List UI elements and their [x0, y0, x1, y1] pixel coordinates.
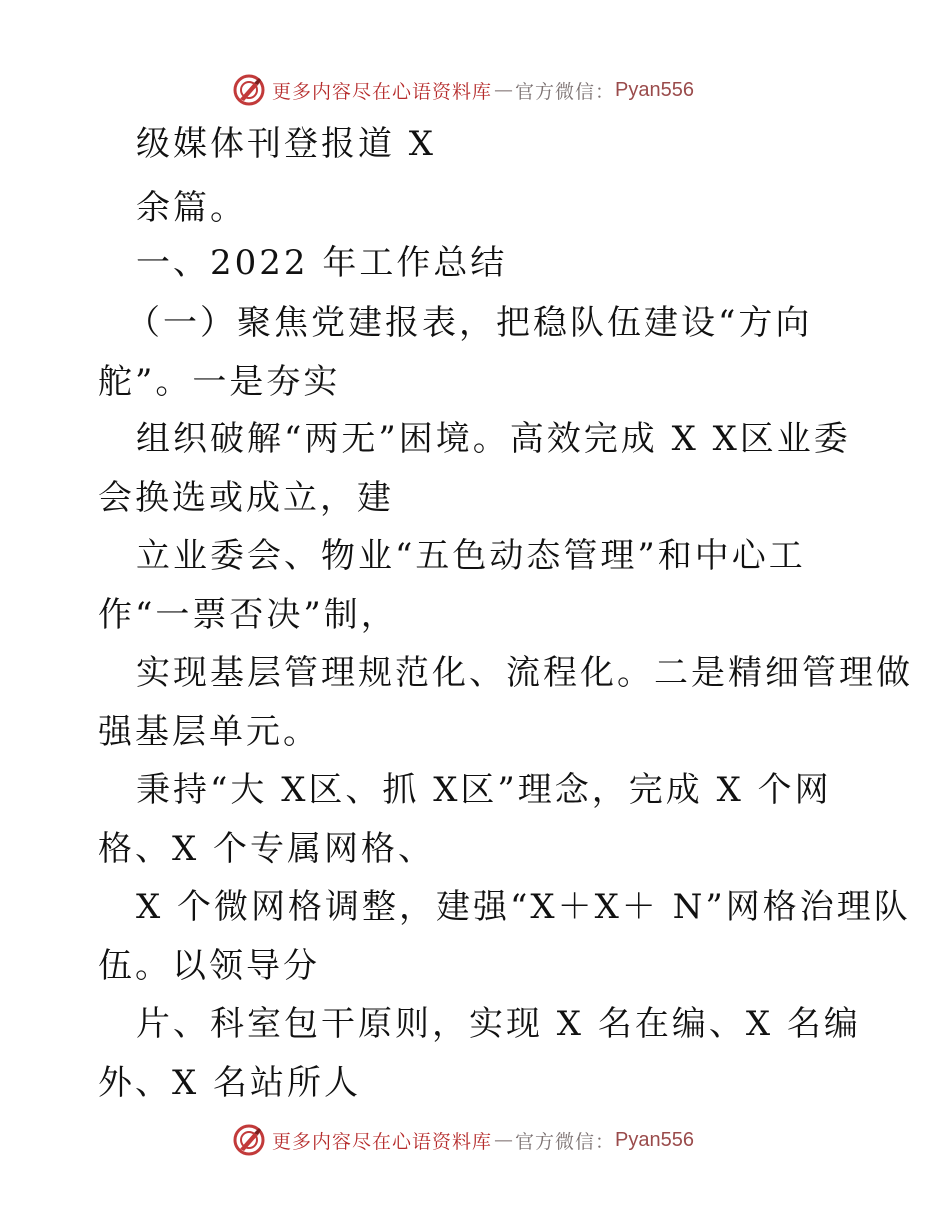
doc-line: 级媒体刊登报道 X [136, 124, 437, 164]
doc-line: 立业委会、物业“五色动态管理”和中心工 [136, 536, 806, 576]
doc-line: 秉持“大 X区、抓 X区”理念，完成 X 个网 [136, 770, 832, 810]
banner-separator: — [494, 79, 514, 101]
doc-line: 作“一票否决”制， [98, 595, 398, 635]
doc-line: 余篇。 [136, 188, 247, 228]
doc-line: 外、X 名站所人 [98, 1063, 362, 1103]
banner-text: 更多内容尽在心语资料库 [272, 1130, 493, 1153]
watermark-banner-bottom [232, 1122, 694, 1158]
doc-line: 格、X 个专属网格、 [98, 829, 436, 869]
pen-logo-icon [232, 73, 266, 107]
banner-wechat-label: 官方微信： [515, 1130, 616, 1153]
doc-line: 会换选或成立，建 [98, 478, 394, 518]
watermark-banner-top [232, 72, 694, 108]
doc-line: 实现基层管理规范化、流程化。二是精细管理做 [136, 653, 913, 693]
doc-line: 片、科室包干原则，实现 X 名在编、X 名编 [136, 1004, 861, 1044]
pen-logo-icon [232, 1123, 266, 1157]
doc-line: 舵”。一是夯实 [98, 362, 341, 402]
banner-separator: — [494, 1129, 514, 1151]
banner-text: 更多内容尽在心语资料库 [272, 80, 493, 103]
subsection-heading: （一）聚焦党建报表，把稳队伍建设“方向 [126, 303, 813, 343]
doc-line: X 个微网格调整，建强“X＋X＋ N”网格治理队 [136, 887, 911, 927]
banner-wechat-id: Pyan556 [615, 1128, 694, 1151]
doc-line: 强基层单元。 [98, 712, 320, 752]
banner-wechat-label: 官方微信： [515, 80, 616, 103]
section-heading: 一、2022 年工作总结 [136, 243, 508, 283]
doc-line: 伍。以领导分 [98, 946, 320, 986]
banner-wechat-id: Pyan556 [615, 78, 694, 101]
doc-line: 组织破解“两无”困境。高效完成 X X区业委 [136, 419, 851, 459]
